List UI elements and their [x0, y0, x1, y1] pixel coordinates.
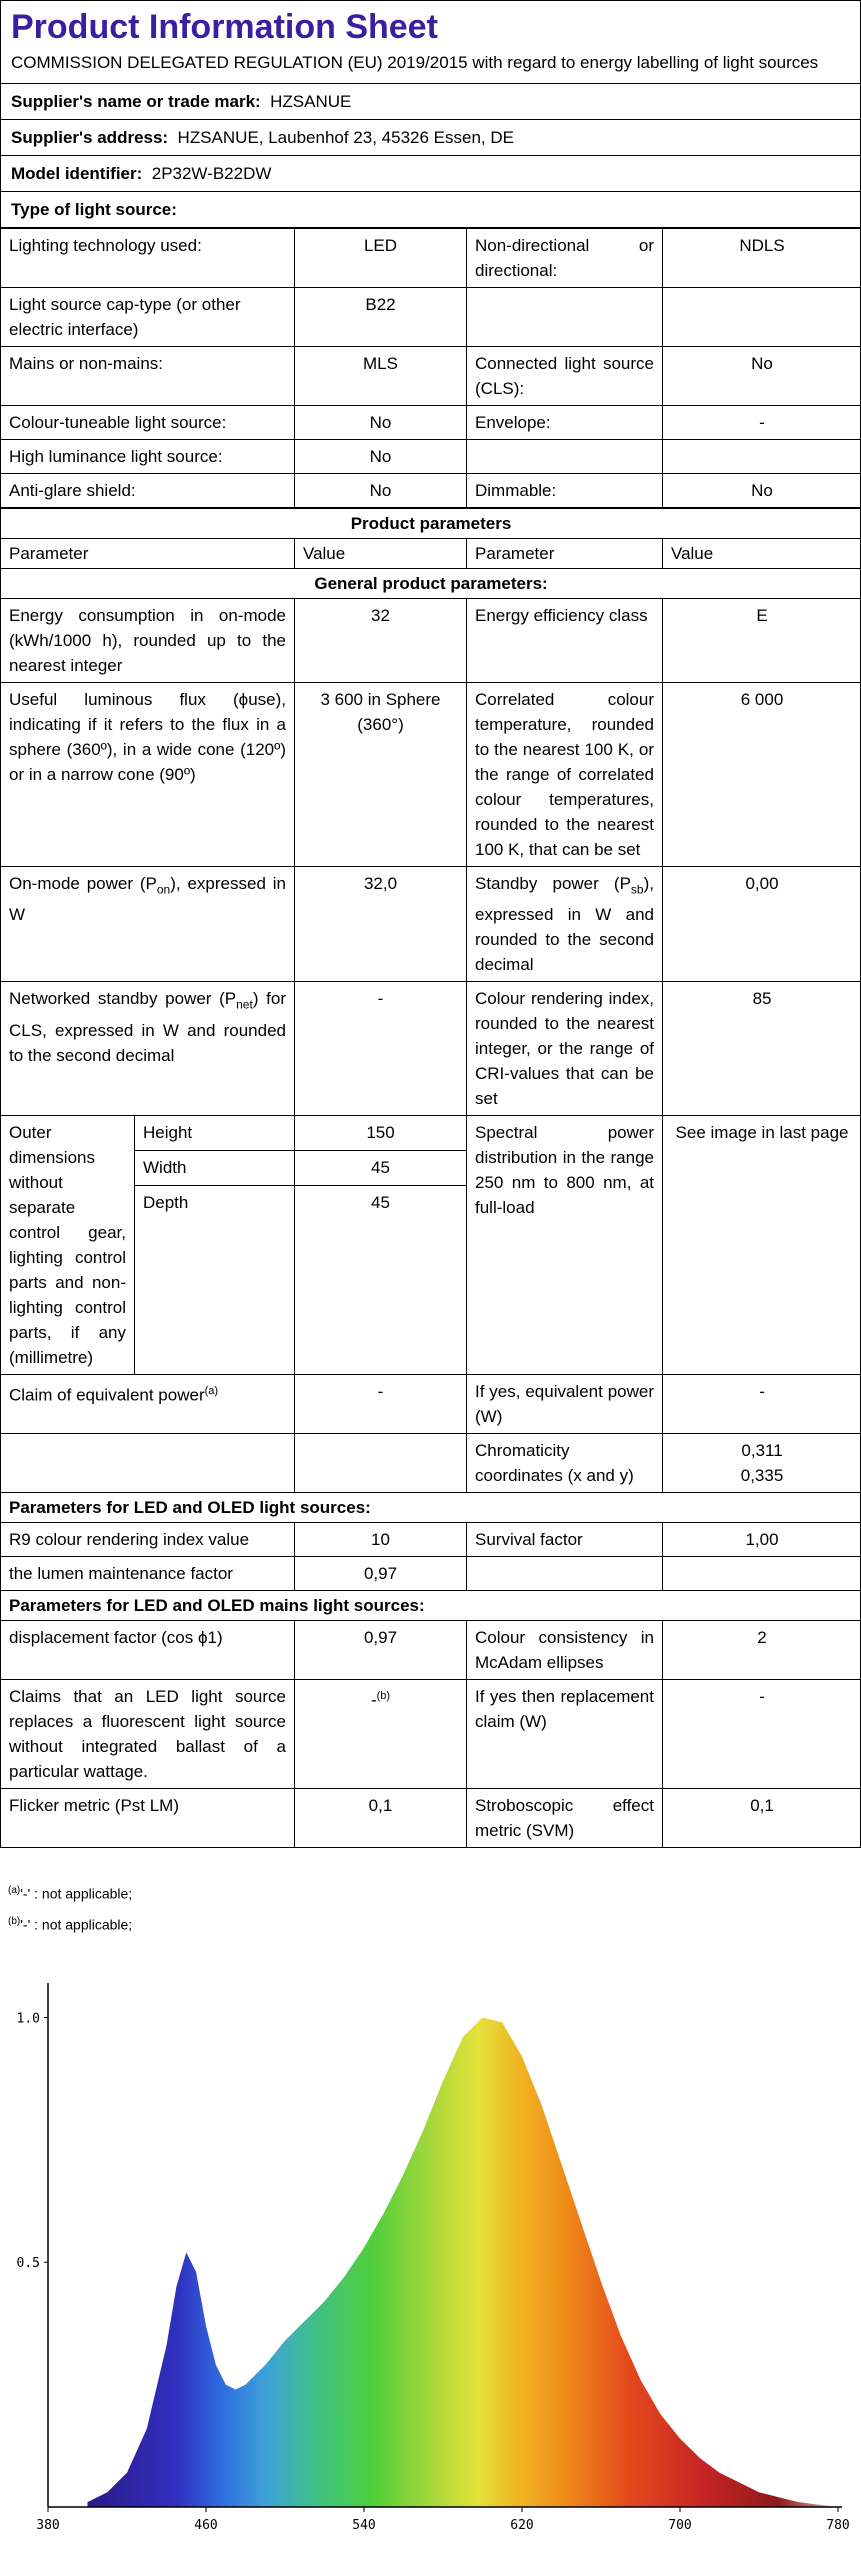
empty-cell — [663, 1557, 861, 1591]
supplier-address-row — [1, 120, 860, 156]
supplier-name-value: HZSANUE — [270, 92, 352, 111]
parameter-row — [1, 982, 861, 1116]
footnotes — [8, 1877, 132, 1938]
chroma-x: 0,311 — [741, 1441, 783, 1461]
parameter-value — [663, 1434, 861, 1493]
parameter-value: 6 000 — [663, 683, 861, 867]
type-row — [1, 474, 861, 508]
parameter-label: Colour rendering index, rounded to the nearest integer, or the range of CRI-values that can be set — [467, 982, 663, 1116]
parameter-row — [1, 1789, 861, 1848]
model-identifier-label: Model identifier: — [11, 164, 143, 183]
regulation-subtitle: COMMISSION DELEGATED REGULATION (EU) 2019/2015 with regard to energy labelling of light sources — [1, 51, 860, 84]
type-label: Lighting technology used: — [1, 229, 295, 288]
parameter-value: - — [295, 982, 467, 1116]
parameter-row — [1, 1621, 861, 1680]
parameter-value: 32,0 — [295, 867, 467, 982]
parameter-label: Useful luminous flux (ϕuse), indicating if it refers to the flux in a sphere (360º), in a wide cone (120º) or in a narrow cone (90º) — [1, 683, 295, 867]
width-label: Width — [135, 1151, 295, 1186]
x-tick-label: 700 — [668, 2518, 692, 2533]
type-label: Colour-tuneable light source: — [1, 406, 295, 440]
parameter-value: 0,00 — [663, 867, 861, 982]
type-value: No — [663, 474, 861, 508]
type-label: Connected light source (CLS): — [467, 347, 663, 406]
parameter-row — [1, 1557, 861, 1591]
type-label: Light source cap-type (or other electric interface) — [1, 288, 295, 347]
type-label: Non-directional or directional: — [467, 229, 663, 288]
parameter-label: Correlated colour temperature, rounded to the nearest 100 K, or the range of correlated colour temperatures, rounded to the nearest 100 K, that can be set — [467, 683, 663, 867]
parameter-value: 2 — [663, 1621, 861, 1680]
supplier-name-label: Supplier's name or trade mark: — [11, 92, 261, 111]
parameter-value: 0,1 — [295, 1789, 467, 1848]
parameter-label: R9 colour rendering index value — [1, 1523, 295, 1557]
parameter-value: 1,00 — [663, 1523, 861, 1557]
x-tick-label: 620 — [510, 2518, 534, 2533]
supplier-address-label: Supplier's address: — [11, 128, 169, 147]
depth-value: 45 — [295, 1186, 467, 1375]
x-tick-label: 380 — [36, 2518, 60, 2533]
type-row — [1, 229, 861, 288]
supplier-name-row — [1, 84, 860, 120]
type-label: High luminance light source: — [1, 440, 295, 474]
type-value: NDLS — [663, 229, 861, 288]
parameter-value: 0,97 — [295, 1621, 467, 1680]
parameter-row — [1, 867, 861, 982]
type-value: MLS — [295, 347, 467, 406]
parameter-value: 10 — [295, 1523, 467, 1557]
type-heading: Type of light source: — [1, 192, 860, 228]
x-tick-label: 460 — [194, 2518, 218, 2533]
dimensions-label: Outer dimensions without separate control gear, lighting control parts and non-lighting control parts, if any (millimetre) — [1, 1116, 135, 1375]
empty-cell — [467, 1557, 663, 1591]
parameter-label: Colour consistency in McAdam ellipses — [467, 1621, 663, 1680]
empty-cell — [1, 1434, 295, 1493]
chroma-y: 0,335 — [740, 1466, 784, 1486]
column-header: Value — [295, 539, 467, 569]
column-header: Parameter — [467, 539, 663, 569]
type-value: No — [663, 347, 861, 406]
parameter-label: Energy consumption in on-mode (kWh/1000 h), rounded up to the nearest integer — [1, 599, 295, 683]
light-source-type-table — [0, 228, 861, 508]
parameter-value: 0,1 — [663, 1789, 861, 1848]
parameter-value: 0,97 — [295, 1557, 467, 1591]
type-row — [1, 347, 861, 406]
parameter-row — [1, 1523, 861, 1557]
column-header-row — [1, 539, 861, 569]
dimension-row — [1, 1116, 861, 1151]
type-label: Anti-glare shield: — [1, 474, 295, 508]
type-label: Envelope: — [467, 406, 663, 440]
parameter-label: Chromaticity coordinates (x and y) — [467, 1434, 663, 1493]
type-value: No — [295, 406, 467, 440]
parameter-value: - — [663, 1375, 861, 1434]
empty-cell — [295, 1434, 467, 1493]
type-label: Dimmable: — [467, 474, 663, 508]
parameter-label: Standby power $(P_{sb})$, expressed in W and rounded to the second decimal — [467, 867, 663, 982]
spectral-power-distribution-chart — [0, 1955, 861, 2560]
parameter-label: If yes then replacement claim (W) — [467, 1680, 663, 1789]
parameter-label: the lumen maintenance factor — [1, 1557, 295, 1591]
type-value: No — [295, 440, 467, 474]
parameter-row — [1, 1680, 861, 1789]
type-value: No — [295, 474, 467, 508]
y-tick-label: 0.5 — [16, 2256, 40, 2272]
type-value — [663, 440, 861, 474]
type-value: - — [663, 406, 861, 440]
parameter-row — [1, 1375, 861, 1434]
parameter-label: Flicker metric (Pst LM) — [1, 1789, 295, 1848]
page-title: Product Information Sheet — [11, 8, 438, 46]
parameter-label: Energy efficiency class — [467, 599, 663, 683]
height-value: 150 — [295, 1116, 467, 1151]
depth-label: Depth — [135, 1186, 295, 1375]
x-tick-label: 540 — [352, 2518, 376, 2533]
type-row — [1, 288, 861, 347]
parameter-value: E — [663, 599, 861, 683]
parameter-value: -$^{(b)}$ — [295, 1680, 467, 1789]
type-value: B22 — [295, 288, 467, 347]
general-parameters-heading: General product parameters: — [1, 569, 861, 599]
parameter-row — [1, 599, 861, 683]
parameter-label: displacement factor (cos ϕ1) — [1, 1621, 295, 1680]
parameter-label: On-mode power $(P_{on})$, expressed in W — [1, 867, 295, 982]
mains-parameters-heading: Parameters for LED and OLED mains light sources: — [1, 1591, 861, 1621]
spd-value: See image in last page — [663, 1116, 861, 1375]
parameter-value: - — [295, 1375, 467, 1434]
column-header: Parameter — [1, 539, 295, 569]
parameter-value: 85 — [663, 982, 861, 1116]
parameter-label: Claims that an LED light source replaces a fluorescent light source without integrated ballast of a particular wattage. — [1, 1680, 295, 1789]
parameter-label: Stroboscopic effect metric (SVM) — [467, 1789, 663, 1848]
parameter-row — [1, 1434, 861, 1493]
parameter-label: Networked standby power $(P_{net})$ for CLS, expressed in W and rounded to the second decimal — [1, 982, 295, 1116]
supplier-address-value: HZSANUE, Laubenhof 23, 45326 Essen, DE — [177, 128, 514, 147]
parameter-label: Survival factor — [467, 1523, 663, 1557]
parameter-value: 32 — [295, 599, 467, 683]
spd-label: Spectral power distribution in the range 250 nm to 800 nm, at full-load — [467, 1116, 663, 1375]
y-tick-label: 1.0 — [16, 2011, 40, 2027]
parameter-row — [1, 683, 861, 867]
type-value: LED — [295, 229, 467, 288]
width-value: 45 — [295, 1151, 467, 1186]
type-value — [663, 288, 861, 347]
parameter-label: Claim of equivalent power$^{(a)}$ — [1, 1375, 295, 1434]
product-parameters-table — [0, 508, 861, 1848]
parameter-label: If yes, equivalent power (W) — [467, 1375, 663, 1434]
type-label — [467, 440, 663, 474]
parameter-value: 3 600 in Sphere (360°) — [295, 683, 467, 867]
footnote: $^{(b)}$'-' : not applicable; — [8, 1915, 133, 1933]
parameter-value: - — [663, 1680, 861, 1789]
column-header: Value — [663, 539, 861, 569]
type-label: Mains or non-mains: — [1, 347, 295, 406]
type-row — [1, 406, 861, 440]
height-label: Height — [135, 1116, 295, 1151]
led-parameters-heading: Parameters for LED and OLED light sources: — [1, 1493, 861, 1523]
footnote: $^{(a)}$'-' : not applicable; — [8, 1885, 133, 1902]
model-identifier-value: 2P32W-B22DW — [151, 164, 272, 183]
model-identifier-row — [1, 156, 860, 192]
type-row — [1, 440, 861, 474]
x-tick-label: 780 — [826, 2518, 850, 2533]
product-parameters-heading: Product parameters — [1, 509, 861, 539]
type-label — [467, 288, 663, 347]
